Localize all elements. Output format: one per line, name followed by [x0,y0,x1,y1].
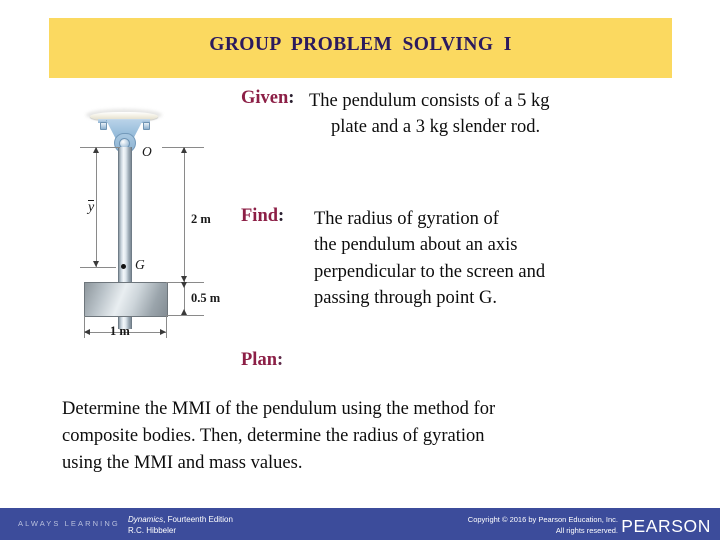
copyright-line-1: Copyright © 2016 by Pearson Education, Inc. [467,515,618,524]
find-block [241,206,545,312]
arrowhead-2m-top [181,147,187,153]
book-info [128,515,233,537]
book-title-line [128,515,233,526]
find-line-2: the pendulum about an axis [314,235,518,256]
arrowhead-05m-bottom [181,309,187,315]
pearson-logo: PEARSON [621,516,711,536]
always-learning-tagline: ALWAYS LEARNING [18,519,120,528]
find-line-4: passing through point G. [314,288,497,309]
book-edition: , Fourteenth Edition [163,515,233,524]
dim-line-2m [184,147,185,282]
arrowhead-1m-right [160,329,166,335]
plan-block [241,350,283,371]
book-author: R.C. Hibbeler [128,525,177,535]
footer-bar [0,508,720,540]
plan-line-3: using the MMI and mass values. [62,453,303,474]
given-label: Given: [241,88,295,108]
ext-line-g-left [80,267,116,268]
given-text [309,88,549,141]
plan-label: Plan: [241,350,284,370]
arrowhead-1m-left [84,329,90,335]
page-title: GROUP PROBLEM SOLVING I [209,34,512,55]
label-2m: 2 m [191,212,211,226]
pendulum-diagram [62,100,262,360]
ext-line-top-left [80,147,120,148]
arrowhead-ybar-bottom [93,261,99,267]
label-point-o: O [142,144,152,159]
given-line-2: plate and a 3 kg slender rod. [331,117,541,138]
plan-line-1: Determine the MMI of the pendulum using the method for [62,399,496,419]
center-of-mass-dot [121,264,126,269]
copyright-line-2: All rights reserved. [555,525,618,535]
given-line-1: The pendulum consists of a 5 kg [309,91,550,111]
find-label: Find: [241,206,285,226]
find-line-1: The radius of gyration of [314,209,499,229]
bracket-bolt-left [100,122,107,130]
label-point-g: G [135,257,145,272]
plan-line-2: composite bodies. Then, determine the radius of gyration [62,426,485,447]
find-text [314,206,545,312]
arrowhead-ybar-top [93,147,99,153]
copyright-notice [468,515,618,536]
dim-line-ybar [96,147,97,267]
label-ybar: y [88,200,95,215]
label-05m: 0.5 m [191,291,221,305]
book-title-italic: Dynamics [128,515,164,524]
ext-line-plate-right [166,316,167,338]
bracket-bolt-right [143,122,150,130]
rectangular-plate [84,282,168,317]
find-line-3: perpendicular to the screen and [314,261,546,282]
plan-paragraph [62,396,662,478]
given-block [241,88,549,141]
label-1m: 1 m [110,324,130,338]
title-banner [49,18,672,78]
arrowhead-05m-top [181,282,187,288]
ext-line-plate-bottom [166,315,204,316]
